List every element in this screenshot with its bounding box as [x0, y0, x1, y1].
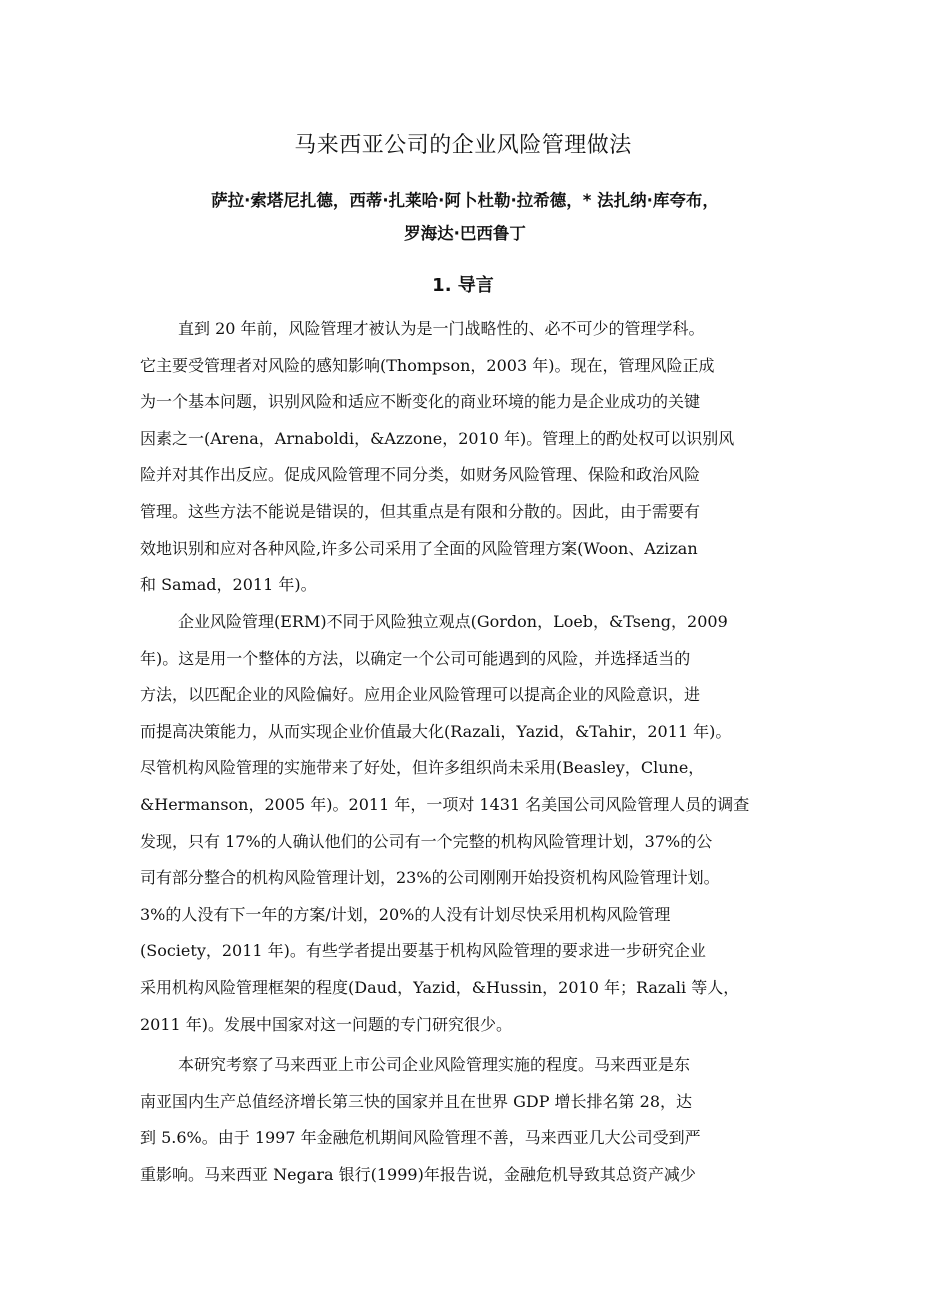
paragraph-line: 到 5.6%。由于 1997 年金融危机期间风险管理不善，马来西亚几大公司受到严 [140, 1128, 701, 1148]
author-line-2: 罗海达·巴西鲁丁 [404, 224, 526, 243]
paragraph-line: 企业风险管理(ERM)不同于风险独立观点(Gordon，Loeb，&Tseng，2009 [178, 612, 728, 631]
paragraph-line: 它主要受管理者对风险的感知影响(Thompson，2003 年)。现在，管理风险正成 [140, 355, 715, 375]
paragraph-line: 发现，只有 17%的人确认他们的公司有一个完整的机构风险管理计划，37%的公 [140, 831, 713, 851]
paragraph-line: 司有部分整合的机构风险管理计划，23%的公司刚刚开始投资机构风险管理计划。 [140, 868, 720, 888]
paragraph-line: 为一个基本问题，识别风险和适应不断变化的商业环境的能力是企业成功的关键 [140, 392, 701, 412]
author-line-1: 萨拉·索塔尼扎德，西蒂·扎莱哈·阿卜杜勒·拉希德，* 法扎纳·库夸布， [211, 191, 719, 210]
paragraph-line: 本研究考察了马来西亚上市公司企业风险管理实施的程度。马来西亚是东 [178, 1055, 691, 1074]
paragraph-3 [140, 1047, 800, 1193]
paragraph-line: 方法，以匹配企业的风险偏好。应用企业风险管理可以提高企业的风险意识，进 [140, 685, 701, 705]
paragraph-line: 效地识别和应对各种风险,许多公司采用了全面的风险管理方案(Woon、Azizan [140, 538, 698, 558]
paragraph-line: 险并对其作出反应。促成风险管理不同分类，如财务风险管理、保险和政治风险 [140, 465, 701, 485]
paragraph-line: 直到 20 年前，风险管理才被认为是一门战略性的、必不可少的管理学科。 [178, 319, 705, 338]
paragraph-line: (Society，2011 年)。有些学者提出要基于机构风险管理的要求进一步研究企业 [140, 941, 706, 961]
paragraph-line: 3%的人没有下一年的方案/计划，20%的人没有计划尽快采用机构风险管理 [140, 904, 671, 924]
paragraph-line: 和 Samad，2011 年)。 [140, 575, 317, 595]
section-heading-introduction: 1. 导言 [432, 275, 494, 296]
paragraph-line: 因素之一(Arena，Arnaboldi，&Azzone，2010 年)。管理上的酌处权可以识别风 [140, 428, 735, 448]
paragraph-line: 尽管机构风险管理的实施带来了好处，但许多组织尚未采用(Beasley，Clune， [140, 758, 705, 778]
author-list [140, 184, 790, 250]
paragraph-line: 管理。这些方法不能说是错误的，但其重点是有限和分散的。因此，由于需要有 [140, 501, 701, 521]
paragraph-line: 年)。这是用一个整体的方法，以确定一个公司可能遇到的风险，并选择适当的 [140, 648, 691, 668]
paragraph-1 [140, 311, 800, 604]
paragraph-line: 2011 年)。发展中国家对这一问题的专门研究很少。 [140, 1014, 513, 1034]
paragraph-line: 南亚国内生产总值经济增长第三快的国家并且在世界 GDP 增长排名第 28，达 [140, 1091, 692, 1111]
paragraph-line: 采用机构风险管理框架的程度(Daud，Yazid，&Hussin，2010 年；Razali 等人， [140, 977, 740, 997]
paragraph-line: 重影响。马来西亚 Negara 银行(1999)年报告说，金融危机导致其总资产减少 [140, 1164, 696, 1184]
paragraph-2 [140, 604, 800, 1043]
paper-title: 马来西亚公司的企业风险管理做法 [294, 133, 632, 158]
paragraph-line: &Hermanson，2005 年)。2011 年，一项对 1431 名美国公司风险管理人员的调查 [140, 794, 750, 814]
paragraph-line: 而提高决策能力，从而实现企业价值最大化(Razali，Yazid，&Tahir，2011 年)。 [140, 721, 732, 741]
